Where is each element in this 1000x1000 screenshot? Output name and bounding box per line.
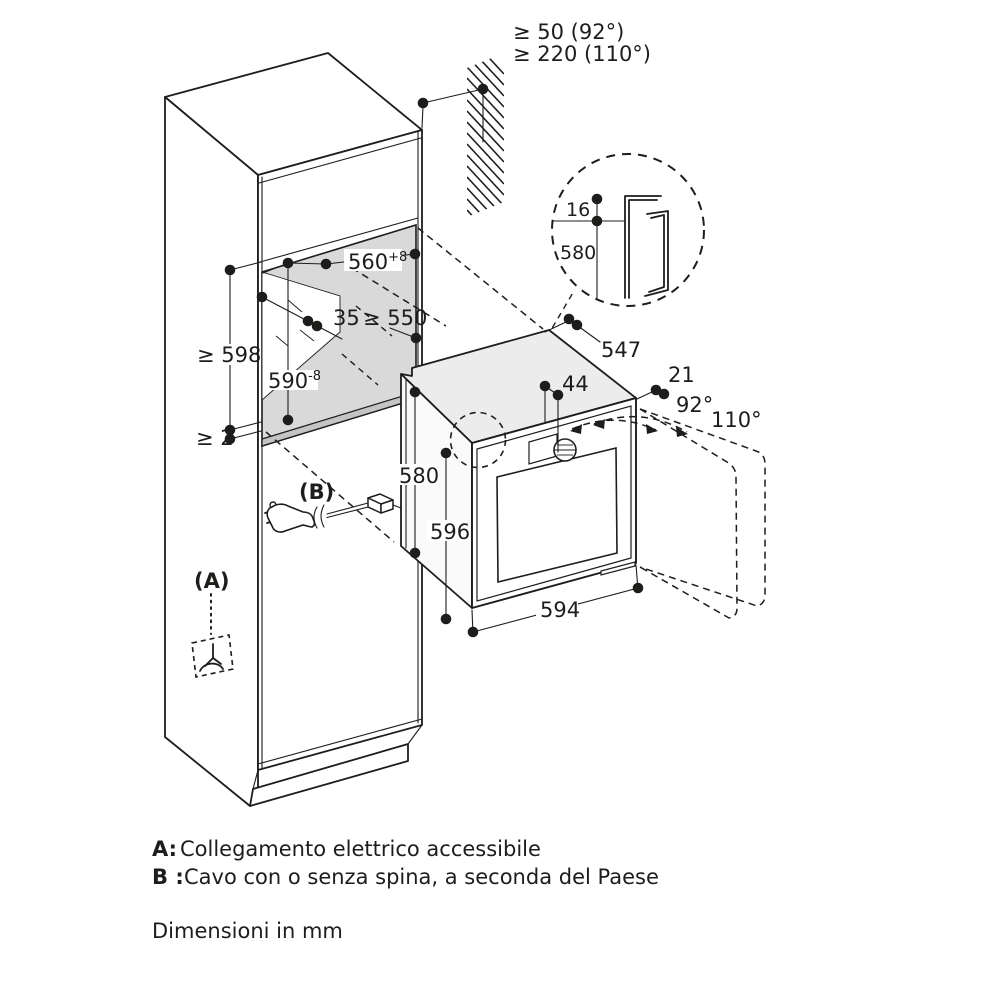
oven-width-label: 594 [540, 598, 581, 622]
callout-a-label: (A) [194, 569, 230, 593]
oven-depth-label: 547 [601, 338, 642, 362]
adjacent-wall-hatching [467, 34, 504, 250]
niche-bottom-gap-label: ≥ 2 [196, 426, 234, 450]
niche-front-clear-label: 35 [333, 306, 360, 330]
door-thickness-label: 21 [668, 363, 695, 387]
oven-control-knob [554, 439, 576, 461]
callout-b-label: (B) [299, 480, 335, 504]
oven-front-height-label: 596 [430, 520, 471, 544]
legend [152, 837, 659, 943]
legend-b-key: B : [152, 865, 184, 889]
niche-height-label: $590^{-8}$ [268, 369, 322, 393]
oven-casing-height-label: 580 [399, 464, 440, 488]
door-angle-92-label: 92° [676, 393, 714, 417]
door-angle-110-label: 110° [711, 408, 762, 432]
legend-a-text: Collegamento elettrico accessibile [180, 837, 541, 861]
legend-b-text: Cavo con o senza spina, a seconda del Paese [184, 865, 659, 889]
detail-circle [552, 154, 704, 306]
legend-a-key: A: [152, 837, 178, 861]
panel-offset-label: 44 [562, 372, 589, 396]
niche-width-label: $560^{+8}$ [348, 250, 408, 274]
wall-clearance-label-2: ≥ 220 (110°) [513, 42, 651, 66]
detail-height-label: 580 [560, 242, 597, 264]
units-note: Dimensioni in mm [152, 919, 343, 943]
detail-reveal-label: 16 [566, 199, 591, 221]
wall-clearance-label-1: ≥ 50 (92°) [513, 20, 625, 44]
niche-depth-label: ≥ 550 [363, 306, 428, 330]
niche-min-height-label: ≥ 598 [197, 343, 262, 367]
